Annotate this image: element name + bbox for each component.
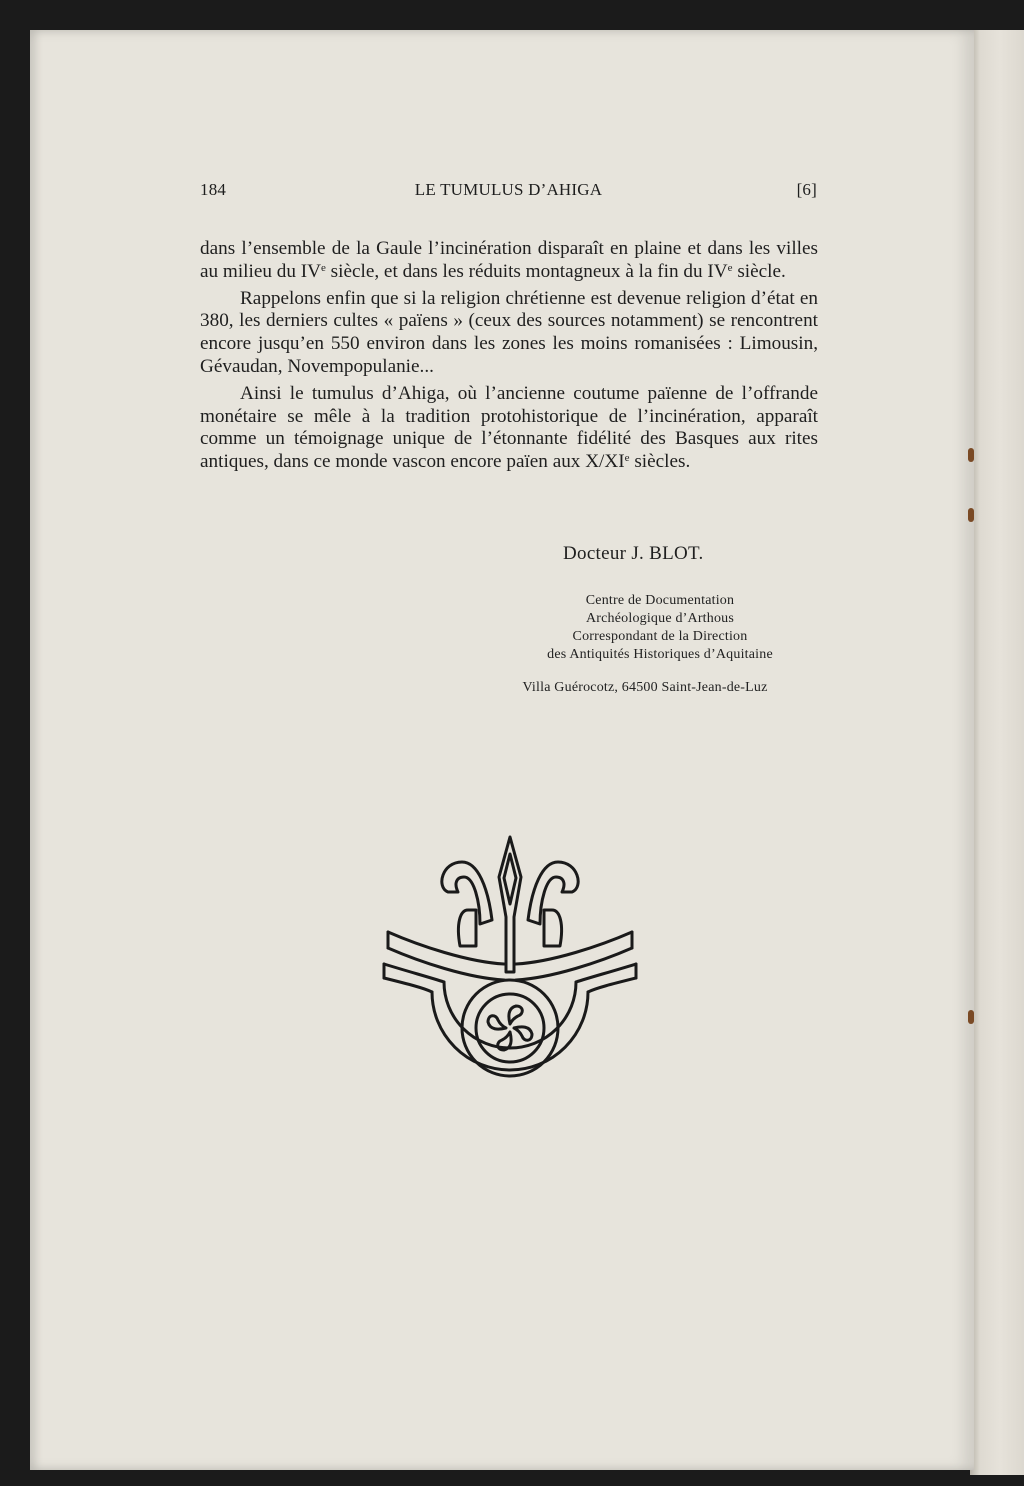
- affiliation-line: Archéologique d’Arthous: [585, 611, 735, 626]
- author-affiliation: [490, 592, 830, 664]
- paragraph-2: Rappelons enfin que si la religion chrétienne est devenue religion d’état en 380, les derniers cultes « païens » (ceux des sources notamment) se rencontrent encore jusqu’en 550 environ dans les zones les moins romanisées : Limousin, Gévaudan, Novempopulanie...: [200, 287, 818, 377]
- facing-page-edge: [970, 30, 1024, 1475]
- paragraph-3-text-a: Ainsi le tumulus d’Ahiga, où l’ancienne coutume païenne de l’offrande monétaire se mêle à la tradition protohistorique de l’incinération, apparaît comme un témoignage unique de l’étonnante fidélité des Basques aux rites antiques, dans ce monde vascon encore païen aux X/XI: [200, 382, 818, 473]
- superscript: e: [727, 261, 733, 274]
- affiliation-line: des Antiquités Historiques d’Aquitaine: [547, 647, 773, 662]
- running-header: [200, 180, 817, 204]
- affiliation-line: Correspondant de la Direction: [572, 629, 748, 644]
- author-address: Villa Guérocotz, 64500 Saint-Jean-de-Luz: [522, 680, 768, 695]
- section-number: [6]: [796, 180, 817, 199]
- paragraph-1: [200, 238, 818, 284]
- paragraph-3: [200, 383, 818, 474]
- paragraph-1-text-b: siècle, et dans les réduits montagneux à la fin du IV: [325, 260, 728, 282]
- superscript: e: [624, 452, 630, 465]
- running-title: LE TUMULUS D’AHIGA: [414, 180, 603, 199]
- author-signature: Docteur J. BLOT.: [563, 543, 704, 564]
- page-number: 184: [200, 180, 227, 199]
- paragraph-1-text-c: siècle.: [732, 260, 786, 282]
- superscript: e: [320, 261, 326, 274]
- basque-lauburu-emblem-icon: [380, 832, 640, 1107]
- paragraph-3-text-b: siècles.: [629, 451, 691, 473]
- body-text: [200, 238, 818, 478]
- paragraph-1-text-a: dans l’ensemble de la Gaule l’incinération disparaît en plaine et dans les villes au milieu du IV: [200, 238, 818, 282]
- affiliation-line: Centre de Documentation: [585, 593, 735, 608]
